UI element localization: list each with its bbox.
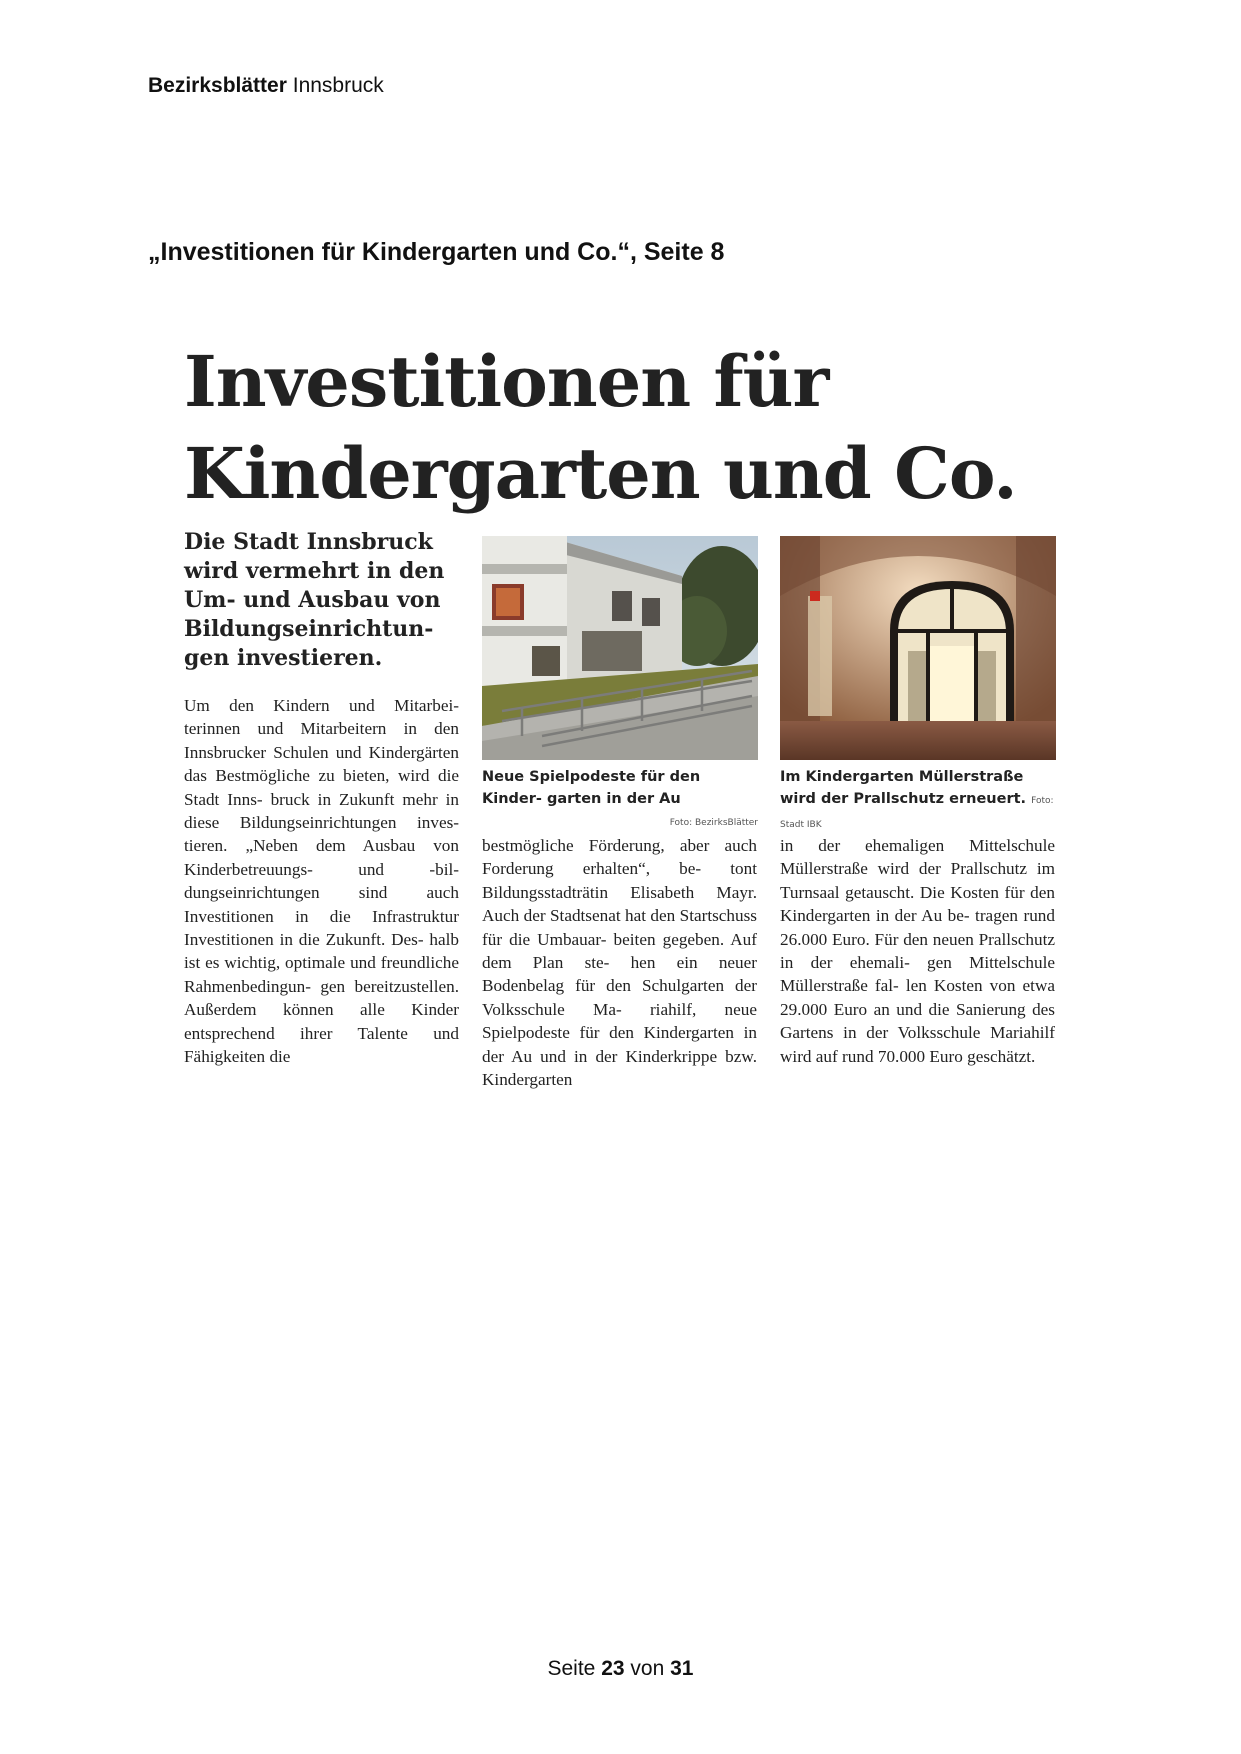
article-lead: Die Stadt Innsbruck wird vermehrt in den Um- und Ausbau von Bildungseinrichtun- gen investieren. (184, 529, 445, 671)
article-column-3: in der ehemaligen Mittelschule Müllerstraße wird der Prallschutz im Turnsaal getauscht. Die Kosten für den Kindergarten in der Au be- tragen rund 26.000 Euro. Für den neuen Prallschutz in der ehemali- gen Mittelschule Müllerstraße fal- len Kosten von etwa 29.000 Euro an und die Sanierung des Gartens in der Volksschule Mariahilf wird auf rund 70.000 Euro geschätzt. (780, 836, 1055, 1066)
article-headline (184, 336, 1084, 520)
source-header (148, 74, 384, 98)
headline-line-1: Investitionen für (184, 340, 829, 423)
photo-2-credit: Foto: Stadt IBK (780, 796, 1054, 830)
article-reference: „Investitionen für Kindergarten und Co.“, Seite 8 (148, 238, 725, 266)
page-footer (0, 1657, 1241, 1681)
photo-1-caption-text: Neue Spielpodeste für den Kinder- garten in der Au (482, 769, 701, 807)
footer-prefix: Seite (547, 1657, 596, 1680)
photo-1-credit: Foto: BezirksBlätter (669, 818, 758, 828)
kindergarten-muellerstrasse-photo (780, 536, 1056, 760)
source-brand: Bezirksblätter (148, 74, 287, 97)
headline-line-2: Kindergarten und Co. (184, 432, 1017, 515)
kindergarten-au-photo (482, 536, 758, 760)
article-column-1: Um den Kindern und Mitarbei- terinnen und Mitarbeitern in den Innsbrucker Schulen und Kindergärten das Bestmögliche zu bieten, wird die Stadt Inns- bruck in Zukunft mehr in diese Bildungseinrichtungen inves- tieren. „Neben dem Ausbau von Kinderbetreuungs- und -bil- dungseinrichtungen sind auch Investitionen in die Infrastruktur Investitionen in die Zukunft. Des- halb ist es wichtig, optimale und freundliche Rahmenbedingun- gen bereitzustellen. Außerdem können alle Kinder entsprechend ihrer Talente und Fähigkeiten die (184, 696, 459, 1067)
footer-mid: von (630, 1657, 665, 1680)
article-column-2: bestmögliche Förderung, aber auch Forderung erhalten“, be- tont Bildungsstadträtin Elisabeth Mayr. Auch der Stadtsenat hat den Startschuss für die Umbauar- beiten gegeben. Auf dem Plan ste- hen ein neuer Bodenbelag für den Schulgarten der Volksschule Ma- riahilf, neue Spielpodeste für den Kindergarten in der Au und in der Kinderkrippe bzw. Kindergarten (482, 836, 757, 1090)
photo-1-caption (482, 766, 758, 834)
photo-2-caption-text: Im Kindergarten Müllerstraße wird der Prallschutz erneuert. (780, 769, 1027, 807)
footer-page-number: 23 (601, 1657, 625, 1680)
footer-total-pages: 31 (670, 1657, 694, 1680)
source-region: Innsbruck (292, 74, 384, 97)
photo-2-caption (780, 766, 1056, 836)
